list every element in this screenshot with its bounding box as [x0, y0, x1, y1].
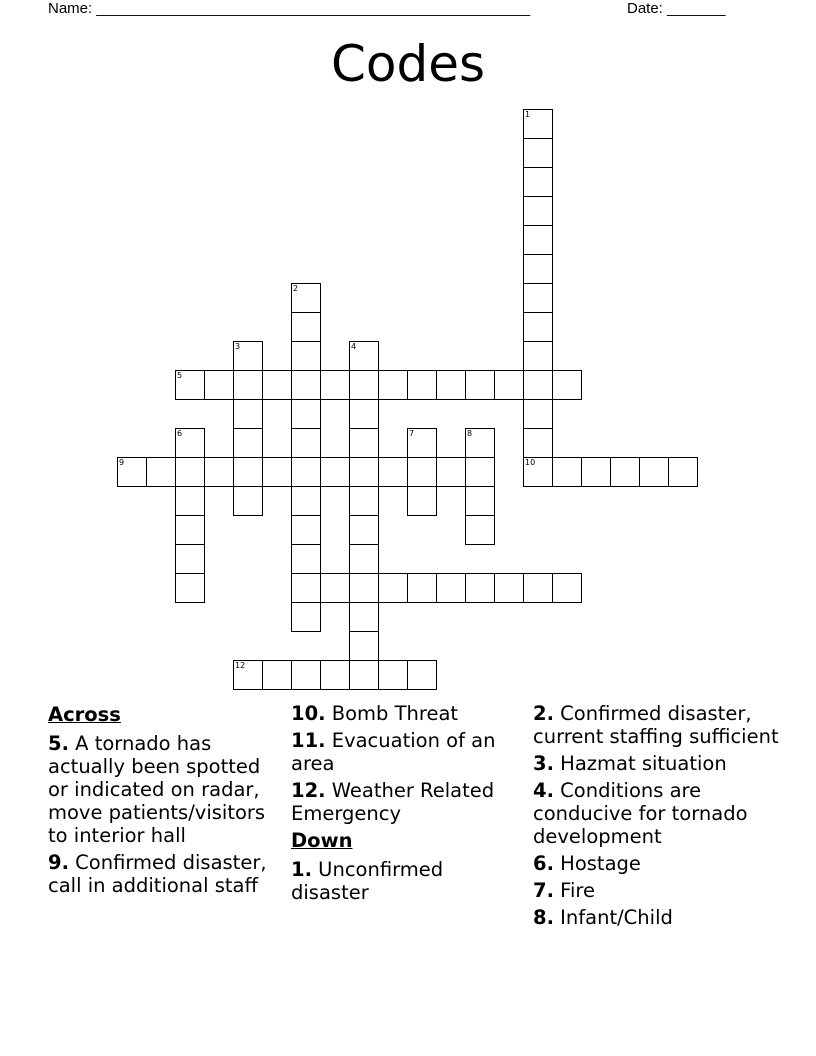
crossword-cell[interactable] — [465, 486, 495, 516]
clue-text: Confirmed disaster, current staffing sufficient — [533, 702, 779, 748]
crossword-cell[interactable] — [407, 428, 437, 458]
cell-number: 10 — [525, 458, 536, 467]
clue-down-1 — [291, 858, 527, 904]
clue-text: Unconfirmed disaster — [291, 858, 444, 904]
cell-number: 4 — [351, 342, 357, 351]
crossword-cell[interactable] — [494, 370, 524, 400]
crossword-cell[interactable] — [523, 196, 553, 226]
crossword-cell[interactable] — [291, 399, 321, 429]
crossword-cell[interactable] — [407, 660, 437, 690]
clue-number: 11. — [291, 729, 326, 752]
name-field-label: Name: ____________________________________________________ — [48, 0, 531, 17]
cell-number: 7 — [409, 429, 415, 438]
cell-number: 2 — [293, 284, 299, 293]
clue-text: Evacuation of an area — [291, 729, 496, 775]
crossword-cell[interactable] — [291, 660, 321, 690]
crossword-cell[interactable] — [349, 399, 379, 429]
crossword-cell[interactable] — [204, 457, 234, 487]
crossword-cell[interactable] — [523, 312, 553, 342]
crossword-cell[interactable] — [668, 457, 698, 487]
clue-number: 1. — [291, 858, 312, 881]
crossword-cell[interactable] — [291, 544, 321, 574]
clue-text: Hostage — [553, 852, 641, 875]
clue-down-2 — [533, 702, 783, 748]
crossword-cell[interactable] — [581, 457, 611, 487]
cell-number: 3 — [235, 342, 241, 351]
crossword-cell[interactable] — [523, 254, 553, 284]
crossword-cell[interactable] — [465, 428, 495, 458]
page-title: Codes — [330, 35, 486, 93]
clue-text: Infant/Child — [553, 906, 673, 929]
crossword-cell[interactable] — [291, 283, 321, 313]
clue-number: 7. — [533, 879, 554, 902]
clue-number: 8. — [533, 906, 554, 929]
crossword-cell[interactable] — [175, 370, 205, 400]
crossword-cell[interactable] — [233, 399, 263, 429]
crossword-cell[interactable] — [233, 428, 263, 458]
crossword-cell[interactable] — [436, 573, 466, 603]
clues-column-1 — [48, 702, 284, 901]
crossword-cell[interactable] — [436, 457, 466, 487]
crossword-cell[interactable] — [349, 370, 379, 400]
crossword-cell[interactable] — [204, 370, 234, 400]
cell-number: 5 — [177, 371, 183, 380]
crossword-cell[interactable] — [349, 515, 379, 545]
crossword-cell[interactable] — [523, 573, 553, 603]
clue-number: 4. — [533, 779, 554, 802]
crossword-cell[interactable] — [552, 573, 582, 603]
crossword-cell[interactable] — [465, 573, 495, 603]
crossword-cell[interactable] — [378, 457, 408, 487]
crossword-cell[interactable] — [523, 283, 553, 313]
clue-number: 2. — [533, 702, 554, 725]
crossword-cell[interactable] — [523, 138, 553, 168]
clue-number: 10. — [291, 702, 326, 725]
crossword-cell[interactable] — [291, 573, 321, 603]
crossword-cell[interactable] — [436, 370, 466, 400]
crossword-cell[interactable] — [233, 486, 263, 516]
clue-across-12 — [291, 779, 527, 825]
crossword-cell[interactable] — [291, 428, 321, 458]
clue-down-7 — [533, 879, 783, 902]
crossword-cell[interactable] — [523, 167, 553, 197]
crossword-cell[interactable] — [407, 486, 437, 516]
clues-column-2 — [291, 702, 527, 908]
crossword-cell[interactable] — [552, 457, 582, 487]
across-heading: Across — [48, 703, 121, 726]
crossword-cell[interactable] — [291, 312, 321, 342]
clue-number: 9. — [48, 851, 69, 874]
clue-text: Hazmat situation — [553, 752, 727, 775]
crossword-cell[interactable] — [523, 457, 553, 487]
crossword-cell[interactable] — [262, 660, 292, 690]
crossword-cell[interactable] — [233, 660, 263, 690]
crossword-cell[interactable] — [349, 486, 379, 516]
crossword-cell[interactable] — [349, 457, 379, 487]
crossword-cell[interactable] — [465, 457, 495, 487]
clue-text: Bomb Threat — [325, 702, 459, 725]
clue-down-3 — [533, 752, 783, 775]
crossword-cell[interactable] — [117, 457, 147, 487]
clue-text: Weather Related Emergency — [291, 779, 495, 825]
crossword-cell[interactable] — [320, 660, 350, 690]
crossword-cell[interactable] — [639, 457, 669, 487]
cell-number: 9 — [119, 458, 125, 467]
clue-text: Fire — [553, 879, 595, 902]
crossword-cell[interactable] — [349, 428, 379, 458]
crossword-cell[interactable] — [291, 602, 321, 632]
crossword-cell[interactable] — [523, 370, 553, 400]
clue-across-5 — [48, 732, 284, 847]
crossword-cell[interactable] — [291, 515, 321, 545]
crossword-cell[interactable] — [233, 341, 263, 371]
cell-number: 12 — [235, 661, 246, 670]
clue-number: 6. — [533, 852, 554, 875]
crossword-cell[interactable] — [233, 457, 263, 487]
clue-across-9 — [48, 851, 284, 897]
crossword-cell[interactable] — [494, 573, 524, 603]
crossword-cell[interactable] — [175, 486, 205, 516]
clue-number: 12. — [291, 779, 326, 802]
crossword-cell[interactable] — [262, 370, 292, 400]
crossword-cell[interactable] — [552, 370, 582, 400]
crossword-cell[interactable] — [175, 573, 205, 603]
crossword-cell[interactable] — [320, 457, 350, 487]
crossword-cell[interactable] — [523, 341, 553, 371]
crossword-cell[interactable] — [407, 573, 437, 603]
down-heading: Down — [291, 829, 353, 852]
crossword-cell[interactable] — [378, 573, 408, 603]
cell-number: 8 — [467, 429, 473, 438]
crossword-cell[interactable] — [262, 457, 292, 487]
crossword-cell[interactable] — [378, 370, 408, 400]
crossword-cell[interactable] — [407, 370, 437, 400]
crossword-cell[interactable] — [523, 399, 553, 429]
crossword-cell[interactable] — [465, 515, 495, 545]
crossword-cell[interactable] — [175, 457, 205, 487]
clue-down-6 — [533, 852, 783, 875]
crossword-cell[interactable] — [610, 457, 640, 487]
clue-down-4 — [533, 779, 783, 848]
crossword-cell[interactable] — [465, 370, 495, 400]
crossword-cell[interactable] — [523, 109, 553, 139]
crossword-cell[interactable] — [291, 486, 321, 516]
crossword-cell[interactable] — [175, 544, 205, 574]
clue-text: Conditions are conducive for tornado development — [533, 779, 748, 848]
crossword-cell[interactable] — [291, 341, 321, 371]
crossword-cell[interactable] — [233, 370, 263, 400]
crossword-cell[interactable] — [291, 457, 321, 487]
clue-text: A tornado has actually been spotted or indicated on radar, move patients/visitors to interior hall — [48, 732, 266, 847]
crossword-cell[interactable] — [175, 515, 205, 545]
crossword-cell[interactable] — [291, 370, 321, 400]
crossword-cell[interactable] — [349, 631, 379, 661]
crossword-cell[interactable] — [349, 341, 379, 371]
crossword-cell[interactable] — [349, 573, 379, 603]
date-field-label: Date: _______ — [627, 0, 726, 17]
crossword-cell[interactable] — [349, 660, 379, 690]
crossword-cell[interactable] — [349, 602, 379, 632]
clues-column-3 — [533, 702, 783, 933]
clue-number: 3. — [533, 752, 554, 775]
crossword-cell[interactable] — [146, 457, 176, 487]
clue-text: Confirmed disaster, call in additional staff — [48, 851, 267, 897]
clue-number: 5. — [48, 732, 69, 755]
clue-across-11 — [291, 729, 527, 775]
cell-number: 6 — [177, 429, 183, 438]
crossword-cell[interactable] — [523, 428, 553, 458]
crossword-cell[interactable] — [407, 457, 437, 487]
crossword-cell[interactable] — [378, 660, 408, 690]
crossword-cell[interactable] — [320, 573, 350, 603]
crossword-cell[interactable] — [320, 370, 350, 400]
crossword-cell[interactable] — [349, 544, 379, 574]
clue-across-10 — [291, 702, 527, 725]
crossword-cell[interactable] — [523, 225, 553, 255]
cell-number: 1 — [525, 110, 531, 119]
clue-down-8 — [533, 906, 783, 929]
crossword-cell[interactable] — [175, 428, 205, 458]
